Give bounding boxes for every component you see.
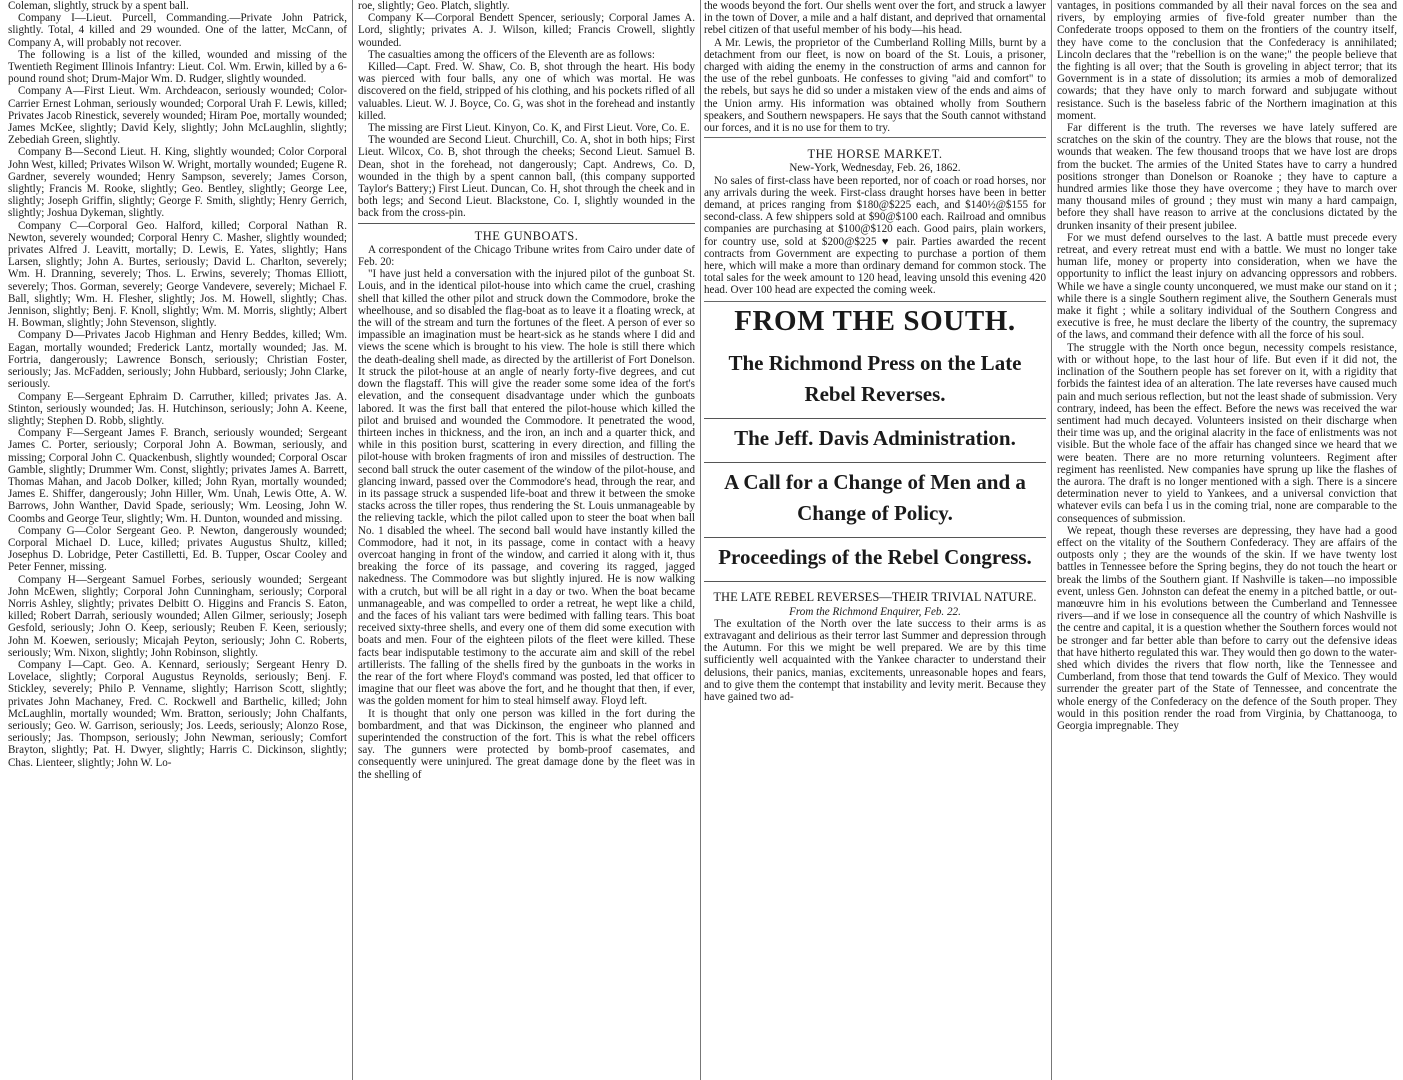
paragraph: Far different is the truth. The reverses we have lately suffered are scratches on the skin of the country. They are the blows that rouse, not the wounds that weaken. The few thousand troops that we have lost are drops from the bucket. The armies of the United States have to carry a hundred positions stronger than Donelson or Roanoke ; they have to capture a hundred armies like those they have overcome ; they have to march over many thousand miles of ground ; they must win many a hard campaign, before they shall have reason to arrive at the conclusions dictated by the drunken insanity of their present jubilee. <box>1057 122 1397 232</box>
paragraph: For we must defend ourselves to the last. A battle must precede every retreat, and every retreat must end with a battle. We must no longer take human life, money or property into consideration, when we have the opportunity to inflict the least injury on advancing oppressors and robbers. While we have a single county unconquered, we must make our stand on it ; while there is a single Southern regiment alive, the Southern Generals must make it fight ; while a solitary individual of the Southern Congress and executive is free, he must declare the liberty of the country, the supremacy of the laws, and command their defence with all the force of his soul. <box>1057 231 1397 342</box>
dateline: New-York, Wednesday, Feb. 26, 1862. <box>789 162 961 175</box>
paragraph: Company H—Sergeant Samuel Forbes, seriously wounded; Sergeant John McEwen, slightly; Corporal John Cunningham, seriously; Corporal Norris Ashley, slightly; privates Delbitt O. Higgins and Francis S. Eaton, killed; Robert Darrah, seriously wounded; Allen Gilmer, seriously; Joseph Gesfold, seriously; John O. Keep, seriously; Reuben F. Keen, seriously; John M. Koewen, seriously; Micajah Peyton, seriously; John C. Roberts, seriously; Wm. Nixon, slightly; John Robinson, slightly. <box>8 573 347 659</box>
paragraph: Company D—Privates Jacob Highman and Henry Beddes, killed; Wm. Eagan, mortally wounded; Frederick Lantz, mortally wounded; Jas. M. Fortria, dangerously; Lawrence Bonsch, seriously; Christian Foster, seriously; Jas. McFadden, seriously; John Hubbard, seriously; John Clarke, seriously. <box>8 329 347 391</box>
paragraph: Company C—Corporal Geo. Halford, killed; Corporal Nathan R. Newton, severely wounded; Corporal Henry C. Masher, slightly wounded; privates Alfred J. Leavitt, mortally; D. Lewis, E. Yates, slightly; Hans Larsen, slightly; John A. Burtes, seriously; David L. Charlton, severely; Wm. H. Dranning, severely; Thos. L. Erwins, severely; Thomas Elliott, severely; Thos. Gorman, severely; George Vandevere, severely; Michael F. Ball, slightly; Wm. H. Flesher, slightly; Jos. M. Howell, slightly; Chas. Jennison, slightly; Benj. F. Knoll, slightly; Wm. M. Morris, slightly; Albert H. Bowman, slightly; John Stevenson, slightly. <box>8 219 347 330</box>
paragraph: Company A—First Lieut. Wm. Archdeacon, seriously wounded; Color-Carrier Ernest Lohman, seriously wounded; Corporal Urah F. Lewis, killed; Privates Jacob Rinestick, severely wounded; Hiram Poe, mortally wounded; James McKee, slightly; David Kely, slightly; John McLaughlin, slightly; Zebediah Green, slightly. <box>8 85 347 147</box>
paragraph: Coleman, slightly, struck by a spent ball. <box>8 0 189 12</box>
paragraph: No sales of first-class have been reported, nor of coach or road horses, nor any arrivals during the week. First-class draught horses have been in better demand, at prices ranging from $180@$225 each, and $140½@$155 for second-class. A few shippers sold at $90@$100 each. Railroad and omnibus companies are purchasing at $100@$120 each. Good pairs, plain workers, for country use, sold at $200@$225 ♥ pair. Parties awarded the recent contracts from Government are expecting to purchase a portion of them here, which will make a more than ordinary demand for common stock. The total sales for the week amount to 120 head, leaving unsold this evening 420 head. Over 100 head are expected the coming week. <box>704 174 1046 297</box>
paragraph: The following is a list of the killed, wounded and missing of the Twentieth Regiment Illinois Infantry: Lieut. Col. Wm. Erwin, killed by a 6-pound round shot; Drum-Major Wm. D. Rudger, slightly wounded. <box>8 48 347 86</box>
section-rule <box>704 418 1046 419</box>
column-1 <box>8 0 347 1080</box>
paragraph: Company F—Sergeant James F. Branch, seriously wounded; Sergeant James C. Porter, seriously; Corporal John A. Bowman, seriously, and missing; Corporal John C. Quackenbush, slightly wounded; Corporal Oscar Gamble, slightly; Drummer Wm. Const, slightly; privates James A. Barrett, Thomas Mahan, and Jacob Dolker, killed; John Ryan, mortally wounded; James E. Shiffer, dangerously; John Hiller, Wm. Unah, Lewis Otte, A. W. Barrows, John Wanther, David Spade, seriously; Wm. Leosing, John W. Coombs and George Teur, slightly; Wm. H. Dunton, wounded and missing. <box>8 427 347 525</box>
column-2 <box>358 0 695 1080</box>
paragraph: The struggle with the North once begun, necessity compels resistance, with or without hope, to the last hour of life. But even if it did not, the inclination of the Southern people has set forever on it, with a rigidity that forbids the faintest idea of an alteration. The late reverses have caused much pain and much serious reflection, but not the least shade of submission. Very contrary, indeed, has been the effect. Before the news was received the war sentiment had much decayed. Volunteers insisted on their discharge when their time was up, and the original alacrity in the face of enlistments was not visible. But the whole face of the affair has changed since we heard that we were beaten. There are no more returning volunteers. Regiment after regiment has reenlisted. New companies have sprung up like the flashes of the aurora. The draft is no longer mentioned with a sigh. There is a sincere determination never to yield to Yankees, and a universal conviction that whatever evils can befa l us in the coming trial, none are comparable to the consequences of submission. <box>1057 341 1397 525</box>
paragraph: Company E—Sergeant Ephraim D. Carruther, killed; privates Jas. A. Stinton, seriously wounded; Jas. H. Hutchinson, seriously; John A. Keene, slightly; Stephen D. Robb, slightly. <box>8 390 347 427</box>
paragraph: Company I—Lieut. Purcell, Commanding.—Private John Patrick, slightly. Total, 4 killed and 29 wounded. One of the latter, McCann, of Company A, will probably not recover. <box>8 12 347 49</box>
paragraph: It is thought that only one person was killed in the fort during the bombardment, and that was Dickinson, the engineer who planned and superintended the construction of the fort. This is what the rebel officers say. The gunners were protected by bomb-proof casemates, and consequently were uninjured. The great damage done by the fleet was in the shelling of <box>358 707 695 781</box>
subhead: The Richmond Press on the Late Rebel Reverses. <box>728 350 1022 406</box>
subhead: The Jeff. Davis Administration. <box>734 425 1016 450</box>
paragraph: the woods beyond the fort. Our shells went over the fort, and struck a lawyer in the town of Dover, a mile and a half distant, and deprived that ornamental rebel citizen of that useful member of his body—his head. <box>704 0 1046 37</box>
paragraph: Company B—Second Lieut. H. King, slightly wounded; Color Corporal John West, killed; Privates Wilson W. Wright, mortally wounded; Eugene R. Gardner, severely wounded; Henry Sampson, severely; James Corson, slightly; Francis M. Rooke, slightly; Geo. Bentley, slightly; George Lee, slightly; Joseph Griffin, slightly; George F. Smith, slightly; Henry Gerrich, slightly; Joshua Dykeman, slightly. <box>8 146 347 220</box>
column-divider <box>352 0 353 1080</box>
paragraph: A Mr. Lewis, the proprietor of the Cumberland Rolling Mills, burnt by a detachment from our fleet, is now on board of the St. Louis, a prisoner, charged with aiding the enemy in the construction of arms and cannon for the use of the rebel gunboats. He confesses to giving "aid and comfort" to the rebels, but says he did so under a mistaken view of the ends and aims of the Union army. His information was obtained wholly from Southern speakers, and Southern newspapers. He says that the South cannot withstand our forces, and it is no use for them to try. <box>704 36 1046 135</box>
subhead: A Call for a Change of Men and a Change of Policy. <box>724 469 1026 525</box>
column-3 <box>704 0 1046 1080</box>
section-rule <box>704 462 1046 463</box>
article-title: THE LATE REBEL REVERSES—THEIR TRIVIAL NATURE. <box>713 589 1037 604</box>
paragraph: Killed—Capt. Fred. W. Shaw, Co. B, shot through the heart. His body was pierced with four balls, any one of which was mortal. He was discovered on the field, stripped of his clothing, and his pockets rifled of all valuables. Lieut. W. J. Boyce, Co. G, was shot in the forehead and instantly killed. <box>358 61 695 122</box>
section-rule <box>704 537 1046 538</box>
paragraph: A correspondent of the Chicago Tribune writes from Cairo under date of Feb. 20: <box>358 243 695 269</box>
paragraph: Company K—Corporal Bendett Spencer, seriously; Corporal James A. Lord, slightly; privates A. J. Wilson, killed; Francis Crowell, slightly wounded. <box>358 12 695 49</box>
paragraph: The missing are First Lieut. Kinyon, Co. K, and First Lieut. Vore, Co. E. <box>368 122 690 135</box>
article-source: From the Richmond Enquirer, Feb. 22. <box>789 605 961 618</box>
paragraph: The wounded are Second Lieut. Churchill, Co. A, shot in both hips; First Lieut. Wilcox, Co. B, shot through the cheeks; Second Lieut. Samuel B. Dean, shot in the forehead, not dangerously; Capt. Andrews, Co. D, wounded in the thigh by a spent cannon ball, (this company supported Taylor's Battery;) First Lieut. Duncan, Co. H, shot through the cheek and in both legs; and Second Lieut. Blackstone, Co. I, slightly wounded in the back from the cross-pin. <box>358 134 695 220</box>
paragraph: We repeat, though these reverses are depressing, they have had a good effect on the vitality of the Southern Confederacy. They are affairs of the outposts only ; they are the wounds of the skin. If we have twenty lost battles in Tennessee before the Spring begins, they do not touch the heart or break the limbs of the Southern giant. If Nashville is taken—no impossible event, unless Gen. Johnston can defeat the enemy in a pitched battle, or out-manœuvre him in his evolutions between the Cumberland and Tennessee rivers—and if we lose in consequence all the country of which Nashville is the centre and capital, it is a question whether the Southern forces would not be stronger and far better able than before to carry out the defensive ideas that have hitherto regulated this war. They would then go down to the water-shed which divides the rivers that flow north, like the Tennessee and Cumberland, from those that tend towards the Gulf of Mexico. They would surrender the greater part of the State of Tennessee, and concentrate the whole energy of the Confederacy on the defence of the South proper. They would in this position render the road from Virginia, by Chattanooga, to Georgia impregnable. They <box>1057 524 1397 732</box>
paragraph: Company I—Capt. Geo. A. Kennard, seriously; Sergeant Henry D. Lovelace, slightly; Corporal Augustus Reynolds, seriously; Benj. F. Stickley, severely; Philo P. Venname, slightly; Harrison Scott, slightly; privates John Machaney, Fred. C. Rockwell and Barthelic, killed; John McLaughlin, mortally wounded; Wm. Bratton, seriously; John Chalfants, seriously; Geo. W. Garrison, seriously; Jos. Leeds, seriously; Alonzo Rose, seriously; Jas. Thompson, seriously; John Newman, seriously; Comfort Brayton, slightly; Pat. H. Dwyer, slightly; Harris C. Dickinson, slightly; Chas. Lienteer, slightly; John W. Lo- <box>8 658 347 769</box>
headline-from-the-south: FROM THE SOUTH. <box>734 304 1016 337</box>
section-title-gunboats: THE GUNBOATS. <box>474 228 579 243</box>
paragraph: The exultation of the North over the late success to their arms is as extravagant and delirious as their terror last Summer and depression through the Autumn. For this we might be well prepared. We are by this time sufficiently well acquainted with the Yankee character to understand their delusions, their panics, manias, excitements, unreasonable hopes and fears, and to give them the contempt that instability and levity merit. Because they have gained two ad- <box>704 617 1046 704</box>
section-rule <box>358 223 695 224</box>
section-rule <box>704 581 1046 582</box>
paragraph: roe, slightly; Geo. Platch, slightly. <box>358 0 510 12</box>
section-title-horse-market: THE HORSE MARKET. <box>807 147 943 162</box>
column-4 <box>1057 0 1397 1080</box>
horse-market-box <box>704 137 1046 301</box>
paragraph: "I have just held a conversation with the injured pilot of the gunboat St. Louis, and in the identical pilot-house into which came the cruel, crashing shell that killed the other pilot and struck down the Commodore, broke the wheelhouse, and so disabled the flag-boat as to leave it a floating wreck, at the will of the stream and turn the fortunes of the fleet. A person of ever so impassible an imagination must be heart-sick as he stands where I did and views the scene which is brought to his view. The hole is still there which the death-dealing shell made, as directed by the artillerist of Fort Donelson. It struck the pilot-house at an angle of nearly forty-five degrees, and cut down the flagstaff. This will give the reader some some idea of the fort's elevation, and the consequent disadvantage under which the gunboats labored. It was the first ball that entered the pilot-house which killed the pilot and bruised and wounded the Commodore. It penetrated the wood, thirteen inches in thickness, and the iron, an inch and a quarter thick, and while in this position burst, scattering in every direction, and filling the pilot-house with broken fragments of iron and missiles of destruction. The second ball struck the outer casement of the window of the pilot-house, and glancing inward, passed over the Commodore's head, through the rear, and in its passage struck a suspended life-boat and threw it between the smoke stacks across the tiller ropes, thus rendering the St. Louis unmanageable by the relieving tackle, which the pilot called upon to steer the boat when ball No. 1 disabled the wheel. The second ball would have instantly killed the Commodore, had it not, in its passage, come in contact with a heavy overcoat hanging in front of the window, and carried it along with it, thus breaking the force of its passage, and covering its ragged, jagged nakedness. The Commodore was but slightly injured. He is now walking with a crutch, but will be all right in a day or two. When the boat became unmanageable, and was compelled to order a retreat, he wept like a child, and the faces of his valiant tars were bedimed with falling tears. This boat received sixty-three shells, and every one of them did some execution with boats and men. Four of the eighteen pilots of the fleet were killed. These facts bear indisputable testimony to the accurate aim and skill of the rebel artillerists. The falling of the shells fired by the gunboats in the works in the rear of the fort where Floyd's command was posted, led that officer to imagine that our fleet was above the fort, and he thought that then, if ever, was the golden moment for him to steal himself away. Floyd left. <box>358 268 695 708</box>
column-divider <box>700 0 701 1080</box>
paragraph: Company G—Color Sergeant Geo. P. Newton, dangerously wounded; Corporal Michael D. Luce, killed; privates Augustus Shultz, killed; Josephus D. Lobridge, Peter Castilletti, Ed. B. Tupper, Oscar Cooley and Peter Fenner, missing. <box>8 524 347 574</box>
paragraph: The casualties among the officers of the Eleventh are as follows: <box>368 48 655 61</box>
paragraph: vantages, in positions commanded by all their naval forces on the sea and rivers, by employing armies of five-fold greater number than the Confederate troops opposed to them on the frontiers of the country itself, they have come to the conclusion that the Confederacy is annihilated; Lincoln declares that the "rebellion is on the wane;" the people believe that the fighting is all over; that the South is groveling in abject terror; that its Government is in a state of dissolution; its armies a mob of demoralized cowards; that they have only to march forward and subjugate without resistance. Such is the baseless fabric of the Northern imagination at this moment. <box>1057 0 1397 122</box>
subhead: Proceedings of the Rebel Congress. <box>718 544 1032 569</box>
column-divider <box>1051 0 1052 1080</box>
